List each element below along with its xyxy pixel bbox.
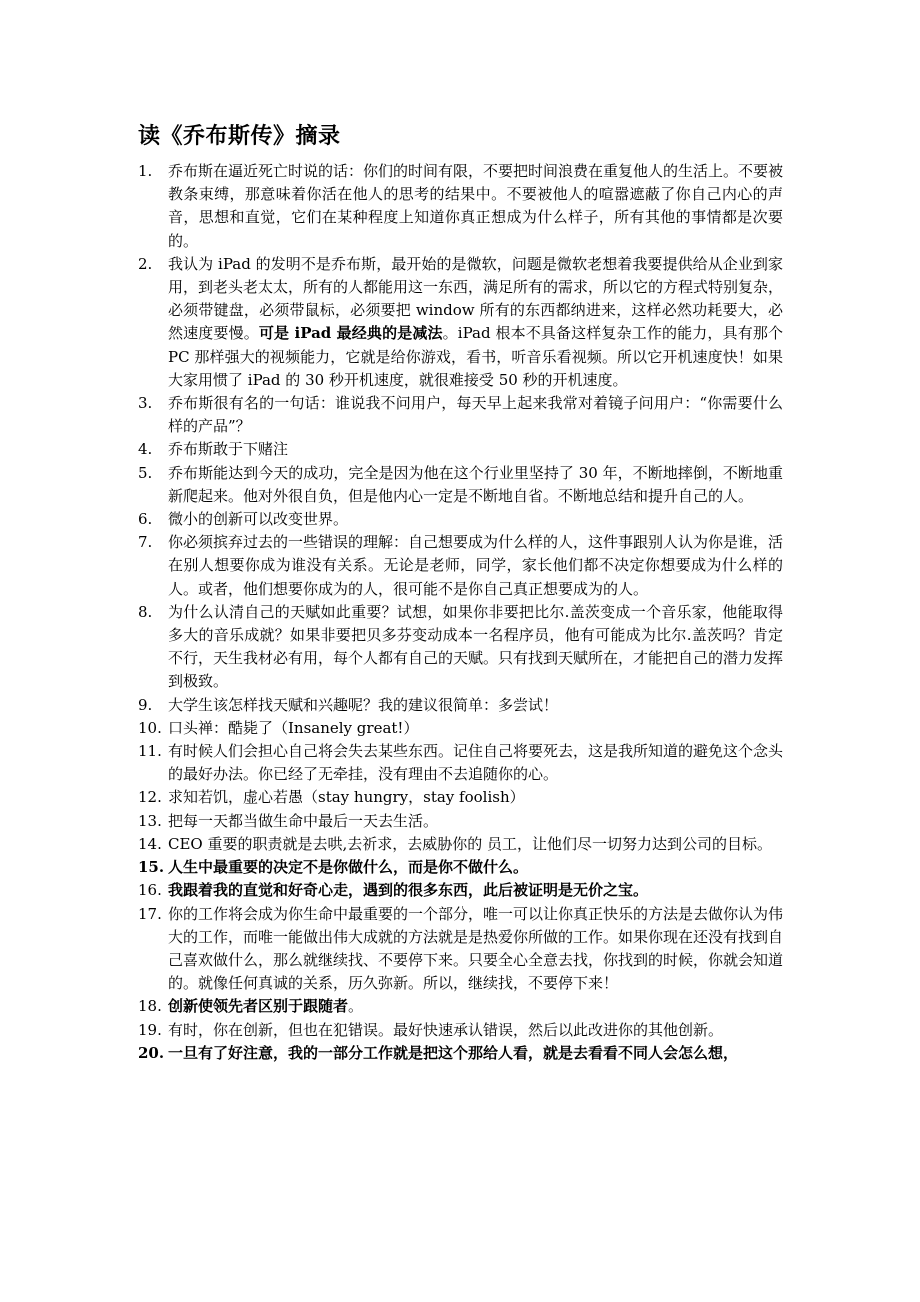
list-item-text-bold: 创新使领先者区别于跟随者 — [168, 997, 349, 1016]
list-item — [138, 253, 783, 392]
list-item-text-bold: 人生中最重要的决定不是你做什么，而是你不做什么。 — [168, 858, 529, 877]
list-item-text: 。 — [348, 997, 364, 1016]
list-item — [138, 392, 783, 438]
list-item-number: 4. — [138, 440, 153, 459]
list-item-number: 15. — [138, 858, 165, 877]
list-item-number: 16. — [138, 881, 162, 900]
list-item-number: 18. — [138, 997, 162, 1016]
list-item — [138, 833, 783, 856]
list-item — [138, 903, 783, 996]
list-item — [138, 879, 783, 902]
list-item-number: 2. — [138, 254, 153, 273]
list-item-text: 把每一天都当做生命中最后一天去生活。 — [168, 811, 439, 830]
list-item-text: 口头禅：酷毙了（Insanely great!） — [168, 718, 419, 737]
list-item — [138, 856, 783, 879]
list-item-number: 17. — [138, 904, 162, 923]
list-item-number: 7. — [138, 533, 153, 552]
excerpt-list — [138, 160, 783, 1065]
list-item-number: 19. — [138, 1020, 162, 1039]
list-item-number: 10. — [138, 718, 162, 737]
list-item — [138, 462, 783, 508]
list-item — [138, 694, 783, 717]
list-item — [138, 438, 783, 461]
list-item-number: 3. — [138, 394, 153, 413]
list-item-text-bold: 一旦有了好注意，我的一部分工作就是把这个那给人看，就是去看看不同人会怎么想， — [168, 1043, 739, 1062]
list-item-text: 有时，你在创新，但也在犯错误。最好快速承认错误，然后以此改进你的其他创新。 — [168, 1020, 724, 1039]
list-item — [138, 160, 783, 253]
list-item — [138, 508, 783, 531]
list-item — [138, 995, 783, 1018]
list-item-number: 5. — [138, 463, 153, 482]
list-item-text: 乔布斯能达到今天的成功，完全是因为他在这个行业里坚持了 30 年，不断地摔倒，不断地重新爬起来。他对外很自负，但是他内心一定是不断地自省。不断地总结和提升自己的人。 — [168, 463, 783, 505]
list-item-text: 求知若饥，虚心若愚（stay hungry，stay foolish） — [168, 788, 525, 807]
list-item-number: 12. — [138, 788, 162, 807]
list-item-number: 13. — [138, 811, 162, 830]
list-item-text: 微小的创新可以改变世界。 — [168, 510, 349, 529]
list-item — [138, 1019, 783, 1042]
list-item-number: 8. — [138, 602, 153, 621]
list-item-text: 乔布斯很有名的一句话：谁说我不问用户，每天早上起来我常对着镜子问用户：“你需要什么样的产品”？ — [168, 394, 783, 436]
list-item — [138, 740, 783, 786]
list-item-text: 乔布斯敢于下赌注 — [168, 440, 289, 459]
list-item — [138, 601, 783, 694]
list-item-number: 6. — [138, 510, 153, 529]
document-title: 读《乔布斯传》摘录 — [138, 124, 341, 149]
list-item-text: CEO 重要的职责就是去哄,去祈求，去威胁你的 员工，让他们尽一切努力达到公司的目标。 — [168, 834, 773, 853]
list-item-text: 为什么认清自己的天赋如此重要？试想，如果你非要把比尔.盖茨变成一个音乐家，他能取得多大的音乐成就？如果非要把贝多芬变动成本一名程序员，他有可能成为比尔.盖茨吗？肯定不行，天生我材必有用，每个人都有自己的天赋。只有找到天赋所在，才能把自己的潜力发挥到极致。 — [168, 602, 784, 691]
list-item-text: 你的工作将会成为你生命中最重要的一个部分，唯一可以让你真正快乐的方法是去做你认为伟大的工作，而唯一能做出伟大成就的方法就是是热爱你所做的工作。如果你现在还没有找到自己喜欢做什么，那么就继续找、不要停下来。只要全心全意去找，你找到的时候，你就会知道的。就像任何真诚的关系，历久弥新。所以，继续找，不要停下来！ — [168, 904, 784, 993]
list-item-text: 我认为 iPad 的发明不是乔布斯，最开始的是微软，问题是微软老想着我要提供给从企业到家用，到老头老太太，所有的人都能用这一东西，满足所有的需求，所以它的方程式特别复杂，必须带键盘，必须带鼠标，必须要把 window 所有的东西都纳进来，这样必然功耗要大，必然速度要慢。 — [168, 254, 784, 343]
list-item-number: 1. — [138, 162, 153, 180]
list-item-text: 乔布斯在逼近死亡时说的话：你们的时间有限，不要把时间浪费在重复他人的生活上。不要被教条束缚，那意味着你活在他人的思考的结果中。不要被他人的喧嚣遮蔽了你自己内心的声音，思想和直觉，它们在某种程度上知道你真正想成为什么样子，所有其他的事情都是次要的。 — [168, 162, 784, 250]
list-item-number: 9. — [138, 695, 153, 714]
list-item-number: 14. — [138, 834, 162, 853]
list-item-text-bold: 可是 iPad 最经典的是减法 — [258, 324, 443, 343]
list-item-text: 有时候人们会担心自己将会失去某些东西。记住自己将要死去，这是我所知道的避免这个念头的最好办法。你已经了无牵挂，没有理由不去追随你的心。 — [168, 742, 784, 784]
list-item — [138, 717, 783, 740]
list-item-text: 。iPad 根本不具备这样复杂工作的能力，具有那个 PC 那样强大的视频能力，它就是给你游戏，看书，听音乐看视频。所以它开机速度快！如果大家用惯了 iPad 的 30 秒开机速度，就很难接受 50 秒的开机速度。 — [168, 324, 783, 389]
list-item-text: 大学生该怎样找天赋和兴趣呢？我的建议很简单：多尝试！ — [168, 695, 559, 714]
list-item — [138, 1042, 783, 1065]
list-item — [138, 531, 783, 601]
list-item — [138, 786, 783, 809]
list-item-text: 你必须摈弃过去的一些错误的理解：自己想要成为什么样的人，这件事跟别人认为你是谁，活在别人想要你成为谁没有关系。无论是老师，同学，家长他们都不决定你想要成为什么样的人。或者，他们想要你成为的人，很可能不是你自己真正想要成为的人。 — [168, 533, 784, 598]
list-item-number: 11. — [138, 742, 162, 761]
list-item-text-bold: 我跟着我的直觉和好奇心走，遇到的很多东西，此后被证明是无价之宝。 — [168, 881, 649, 900]
list-item-number: 20. — [138, 1043, 165, 1062]
list-item — [138, 810, 783, 833]
